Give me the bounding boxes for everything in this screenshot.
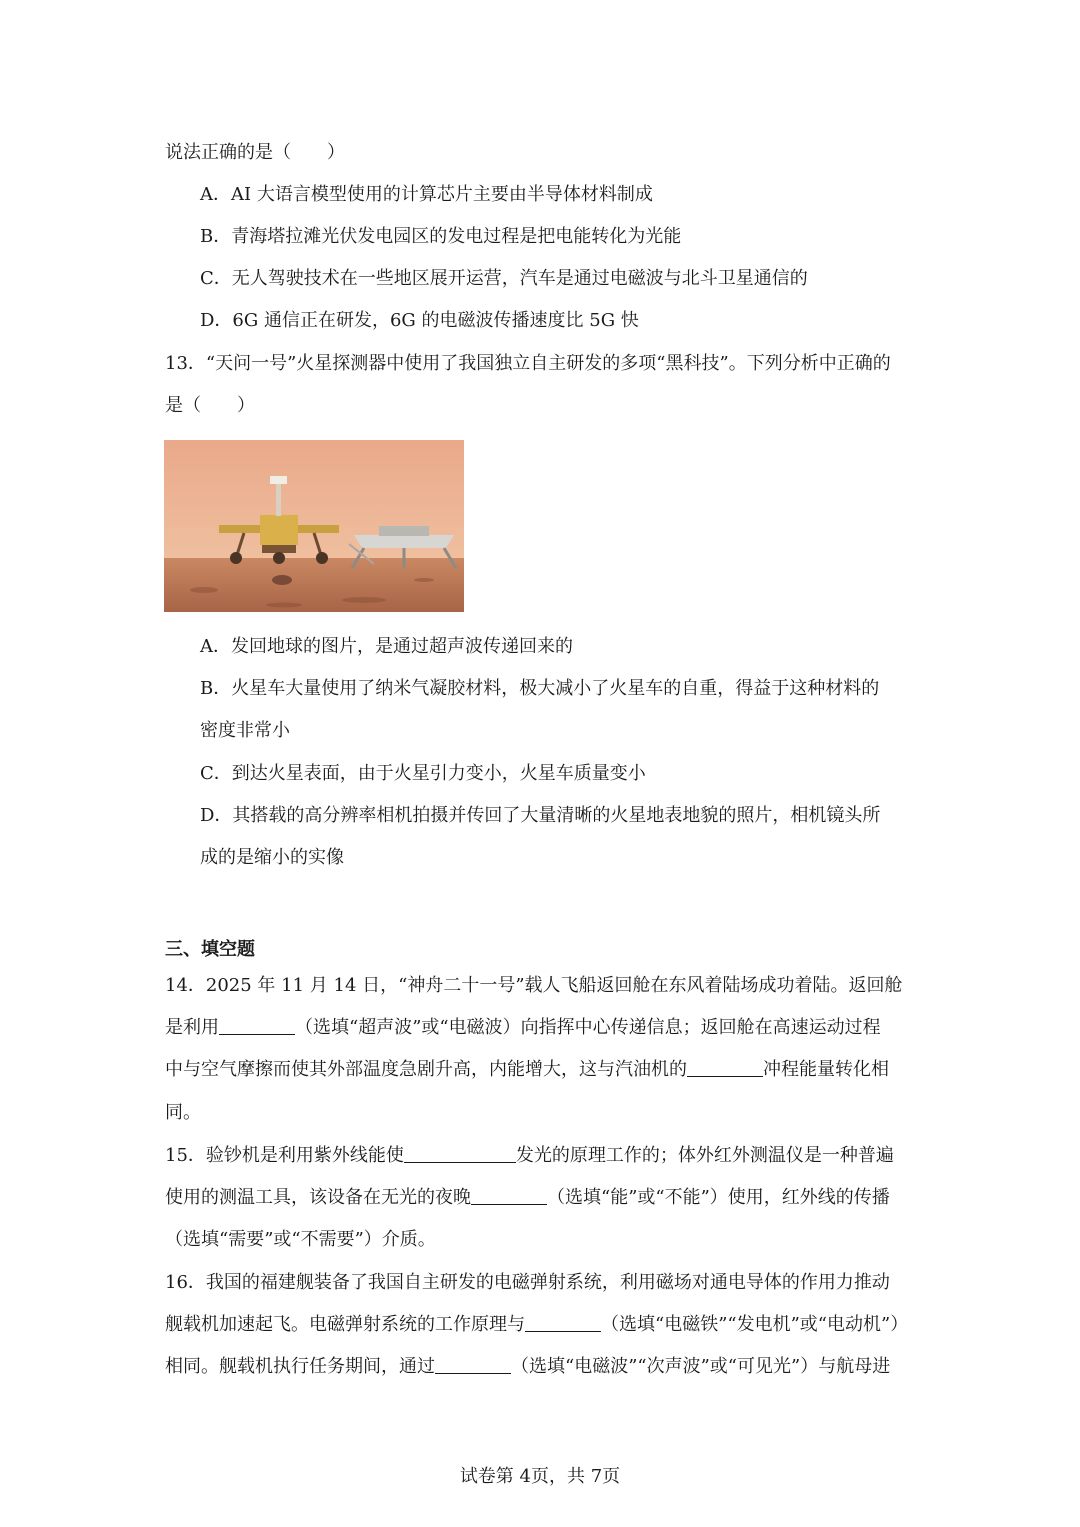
q15-line-3: （选填“需要”或“不需要”）介质。 — [165, 1229, 436, 1250]
q14-line-1: 14．2025 年 11 月 14 日，“神舟二十一号”载人飞船返回舱在东风着陆场成功着陆。返回舱 — [165, 975, 903, 996]
q13-option-d-cont: 成的是缩小的实像 — [200, 847, 344, 868]
q12-option-d: D．6G 通信正在研发，6G 的电磁波传播速度比 5G 快 — [200, 310, 639, 331]
q16-line-3: 相同。舰载机执行任务期间，通过 （选填“电磁波”“次声波”或“可见光”）与航母进 — [165, 1356, 891, 1377]
mars-rover-photo — [164, 440, 464, 612]
q12-stem-tail: 说法正确的是（ ） — [165, 142, 345, 163]
q12-option-a: A．AI 大语言模型使用的计算芯片主要由半导体材料制成 — [200, 184, 653, 205]
answer-blank[interactable] — [687, 1058, 763, 1077]
q16-line-1: 16．我国的福建舰装备了我国自主研发的电磁弹射系统，利用磁场对通电导体的作用力推动 — [165, 1272, 890, 1293]
q13-stem-cont: 是（ ） — [165, 395, 255, 416]
q16-line-2: 舰载机加速起飞。电磁弹射系统的工作原理与 （选填“电磁铁”“发电机”或“电动机”） — [165, 1314, 909, 1335]
answer-blank[interactable] — [525, 1313, 601, 1332]
q15-line-1: 15．验钞机是利用紫外线能使 发光的原理工作的；体外红外测温仪是一种普遍 — [165, 1145, 894, 1166]
q14-line-2: 是利用 （选填“超声波”或“电磁波）向指挥中心传递信息；返回舱在高速运动过程 — [165, 1017, 881, 1038]
q13-option-c: C．到达火星表面，由于火星引力变小，火星车质量变小 — [200, 763, 646, 784]
q13-option-b: B．火星车大量使用了纳米气凝胶材料，极大减小了火星车的自重，得益于这种材料的 — [200, 678, 880, 699]
page-footer: 试卷第 4页，共 7页 — [459, 1466, 621, 1487]
q14-line-3: 中与空气摩擦而使其外部温度急剧升高，内能增大，这与汽油机的 冲程能量转化相 — [165, 1059, 889, 1080]
answer-blank[interactable] — [435, 1355, 511, 1374]
q12-option-c: C．无人驾驶技术在一些地区展开运营，汽车是通过电磁波与北斗卫星通信的 — [200, 268, 808, 289]
section-title: 三、填空题 — [165, 939, 255, 960]
q13-stem: 13．“天问一号”火星探测器中使用了我国独立自主研发的多项“黑科技”。下列分析中正确的 — [165, 353, 891, 374]
q13-option-d: D．其搭载的高分辨率相机拍摄并传回了大量清晰的火星地表地貌的照片，相机镜头所 — [200, 805, 881, 826]
q15-line-2: 使用的测温工具，该设备在无光的夜晚 （选填“能”或“不能”）使用，红外线的传播 — [165, 1187, 890, 1208]
q13-option-a: A．发回地球的图片，是通过超声波传递回来的 — [200, 636, 573, 657]
q13-option-b-cont: 密度非常小 — [200, 720, 290, 741]
answer-blank[interactable] — [219, 1016, 295, 1035]
answer-blank[interactable] — [404, 1144, 516, 1163]
answer-blank[interactable] — [471, 1186, 547, 1205]
q14-line-4: 同。 — [165, 1102, 201, 1123]
q12-option-b: B．青海塔拉滩光伏发电园区的发电过程是把电能转化为光能 — [200, 226, 682, 247]
